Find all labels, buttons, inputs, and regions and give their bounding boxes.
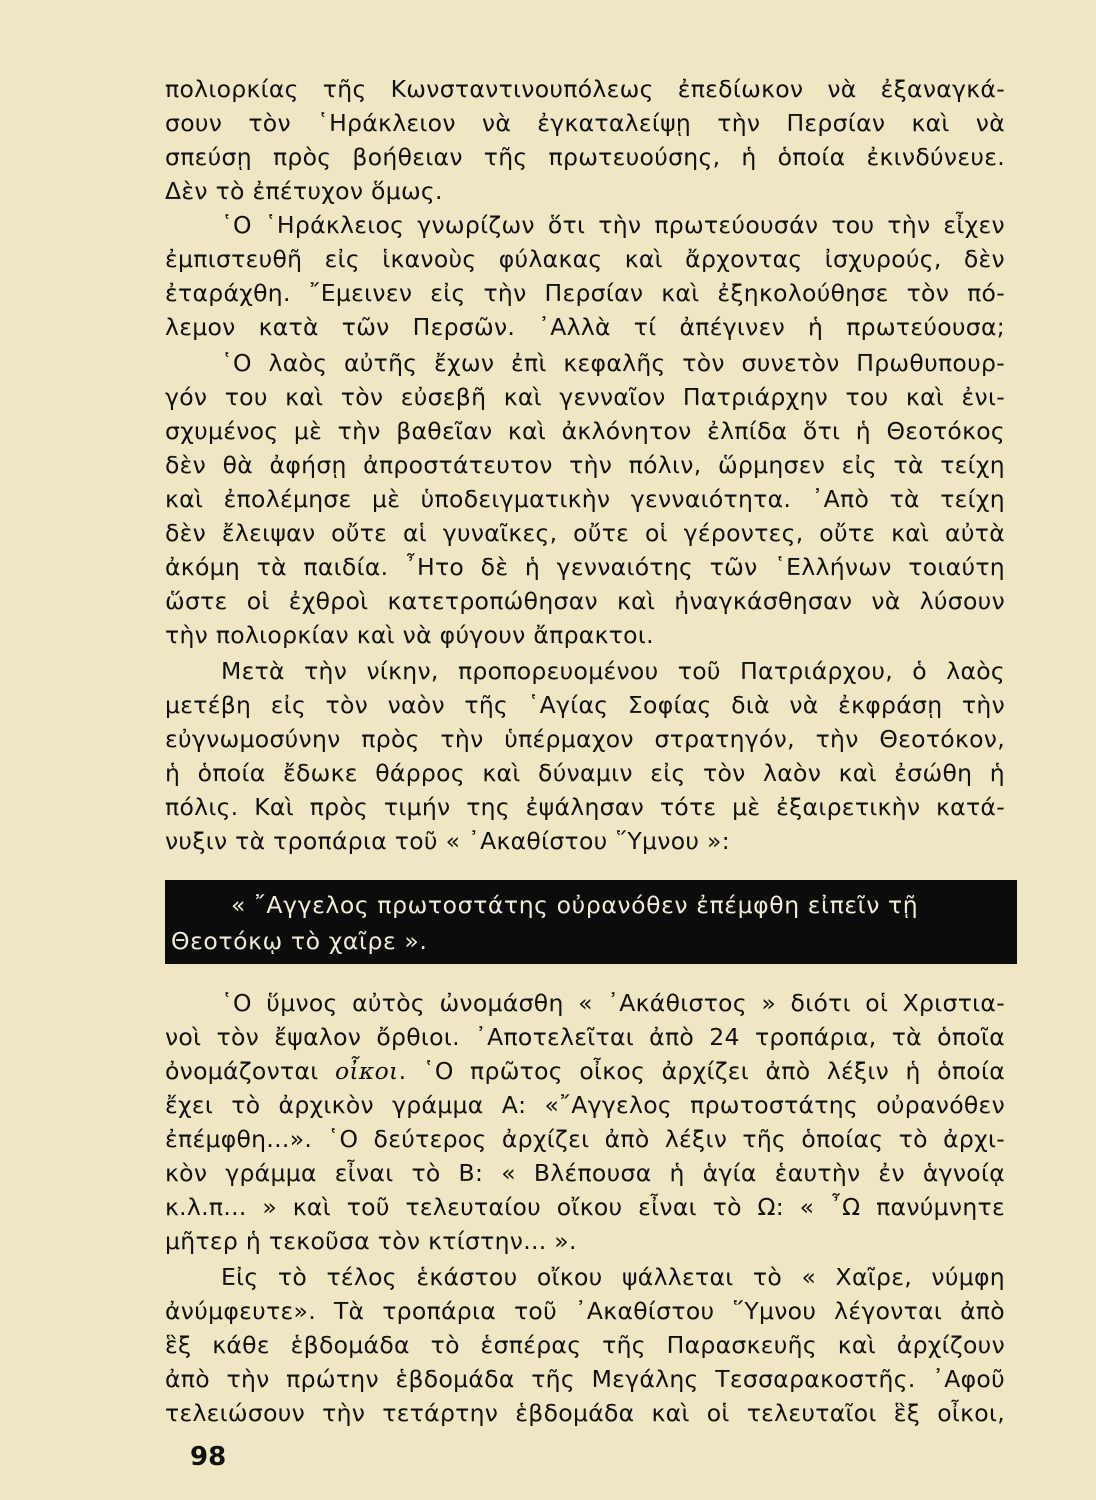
text-line: μῆτερ ἡ τεκοῦσα τὸν κτίστην... ». [165,1227,577,1255]
banner-line: « ῎Αγγελος πρωτοστάτης οὐρανόθεν ἐπέμφθη εἰπεῖν τῇ [231,891,919,919]
text-line: ἐμπιστευθῆ εἰς ἱκανοὺς φύλακας καὶ ἄρχοντας ἰσχυρούς, δὲν [165,245,1005,273]
text-line: νυξιν τὰ τροπάρια τοῦ « ᾿Ακαθίστου ῞Υμνου »: [165,827,730,855]
text-line: εὐγνωμοσύνην πρὸς τὴν ὑπέρμαχον στρατηγόν, τὴν Θεοτόκον, [165,725,1005,753]
text-line: τὴν πολιορκίαν καὶ νὰ φύγουν ἄπρακτοι. [165,621,654,649]
text-line: λεμον κατὰ τῶν Περσῶν. ᾿Αλλὰ τί ἀπέγινεν ἡ πρωτεύουσα; [165,313,1005,341]
text-line: ὥστε οἱ ἐχθροὶ κατετροπώθησαν καὶ ἠναγκάσθησαν νὰ λύσουν [165,587,1005,615]
banner-line: Θεοτόκῳ τὸ χαῖρε ». [171,927,428,955]
text-span: . ῾Ο πρῶτος οἶκος ἀρχίζει ἀπὸ λέξιν ἡ ὁποία [398,1057,1005,1085]
text-line: ἀνύμφευτε». Τὰ τροπάρια τοῦ ᾿Ακαθίστου ῞Υμνου λέγονται ἀπὸ [165,1297,1005,1325]
text-line: ἀκόμη τὰ παιδία. ῏Ητο δὲ ἡ γενναιότης τῶν ῾Ελλήνων τοιαύτη [165,553,1005,581]
text-line: πολιορκίας τῆς Κωνσταντινουπόλεως ἐπεδίωκον νὰ ἐξαναγκά- [165,75,1005,103]
text-line: γόν του καὶ τὸν εὐσεβῆ καὶ γενναῖον Πατριάρχην του καὶ ἐνι- [165,383,1005,411]
text-line: ἀπὸ τὴν πρώτην ἑβδομάδα τῆς Μεγάλης Τεσσαρακοστῆς. ᾿Αφοῦ [165,1365,1005,1393]
text-line: ῾Ο λαὸς αὐτῆς ἔχων ἐπὶ κεφαλῆς τὸν συνετὸν Πρωθυπουρ- [221,349,1005,377]
text-line: πόλις. Καὶ πρὸς τιμήν της ἐψάλησαν τότε μὲ ἐξαιρετικὴν κατά- [165,793,1005,821]
page-number: 98 [190,1442,227,1472]
text-line: σουν τὸν ῾Ηράκλειον νὰ ἐγκαταλείψῃ τὴν Περσίαν καὶ νὰ [165,109,1005,137]
text-line: τελειώσουν τὴν τετάρτην ἑβδομάδα καὶ οἱ τελευταῖοι ἓξ οἶκοι, [165,1399,1005,1427]
text-line: Δὲν τὸ ἐπέτυχον ὅμως. [165,177,443,205]
text-line: Μετὰ τὴν νίκην, προπορευομένου τοῦ Πατριάρχου, ὁ λαὸς [221,657,1005,685]
text-line: ἡ ὁποία ἔδωκε θάρρος καὶ δύναμιν εἰς τὸν λαὸν καὶ ἐσώθη ἡ [165,759,1005,787]
text-line: σπεύσῃ πρὸς βοήθειαν τῆς πρωτευούσης, ἡ ὁποία ἐκινδύνευε. [165,143,1005,171]
text-line: ῾Ο ῾Ηράκλειος γνωρίζων ὅτι τὴν πρωτεύουσάν του τὴν εἶχεν [221,211,1005,239]
text-line: κ.λ.π... » καὶ τοῦ τελευταίου οἴκου εἶναι τὸ Ω: « ῏Ω πανύμνητε [165,1193,1005,1221]
italic-term: οἶκοι [334,1057,399,1085]
quote-banner [165,880,1017,964]
text-line: νοὶ τὸν ἔψαλον ὄρθιοι. ᾿Αποτελεῖται ἀπὸ 24 τροπάρια, τὰ ὁποῖα [165,1023,1005,1051]
text-line: ῾Ο ὕμνος αὐτὸς ὠνομάσθη « ᾿Ακάθιστος » διότι οἱ Χριστια- [221,989,1005,1017]
text-line: Εἰς τὸ τέλος ἑκάστου οἴκου ψάλλεται τὸ « Χαῖρε, νύμφη [221,1263,1005,1291]
text-line [165,1054,1005,1088]
text-line: ἐταράχθη. ῎Εμεινεν εἰς τὴν Περσίαν καὶ ἐξηκολούθησε τὸν πό- [165,279,1005,307]
text-line: δὲν ἔλειψαν οὔτε αἱ γυναῖκες, οὔτε οἱ γέροντες, οὔτε καὶ αὐτὰ [165,519,1005,547]
text-line: κὸν γράμμα εἶναι τὸ Β: « Βλέπουσα ἡ ἁγία ἑαυτὴν ἐν ἁγνοίᾳ [165,1159,1005,1187]
text-span: ὀνομάζονται [165,1057,335,1085]
text-line: δὲν θὰ ἀφήσῃ ἀπροστάτευτον τὴν πόλιν, ὥρμησεν εἰς τὰ τείχη [165,451,1005,479]
text-line: μετέβη εἰς τὸν ναὸν τῆς ῾Αγίας Σοφίας διὰ νὰ ἐκφράσῃ τὴν [165,691,1005,719]
text-line: ἓξ κάθε ἑβδομάδα τὸ ἑσπέρας τῆς Παρασκευῆς καὶ ἀρχίζουν [165,1331,1005,1359]
text-line: καὶ ἐπολέμησε μὲ ὑποδειγματικὴν γενναιότητα. ᾿Απὸ τὰ τείχη [165,485,1005,513]
text-line: ἔχει τὸ ἀρχικὸν γράμμα Α: «῎Αγγελος πρωτοστάτης οὐρανόθεν [165,1091,1005,1119]
text-line: σχυμένος μὲ τὴν βαθεῖαν καὶ ἀκλόνητον ἐλπίδα ὅτι ἡ Θεοτόκος [165,417,1005,445]
text-line: ἐπέμφθη...». ῾Ο δεύτερος ἀρχίζει ἀπὸ λέξιν τῆς ὁποίας τὸ ἀρχι- [165,1125,1005,1153]
